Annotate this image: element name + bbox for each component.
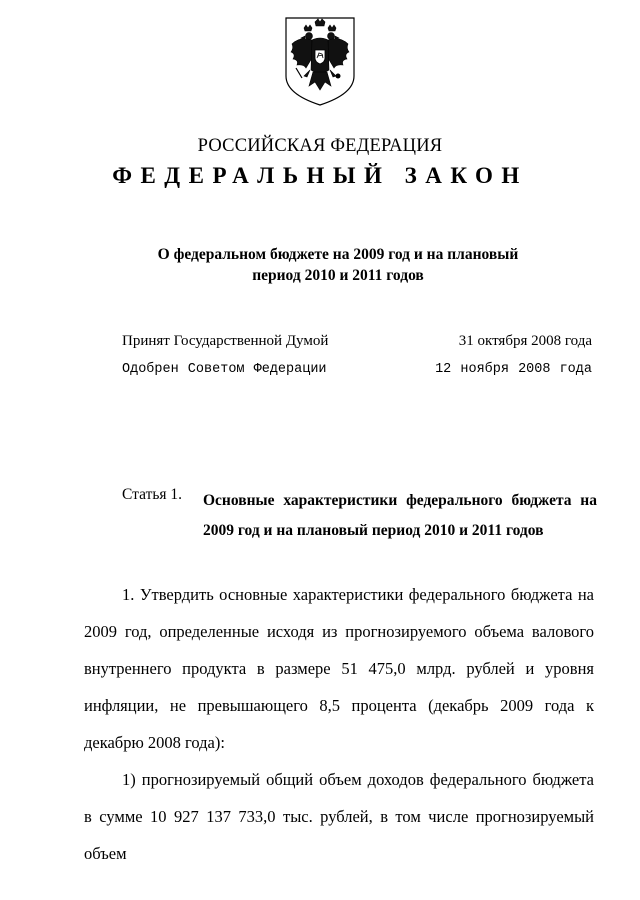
coat-of-arms-icon [282, 14, 358, 108]
approved-by-federation-council-label: Одобрен Советом Федерации [122, 362, 327, 377]
country-heading: РОССИЙСКАЯ ФЕДЕРАЦИЯ [197, 136, 443, 156]
adopted-by-duma-label: Принят Государственной Думой [122, 333, 329, 349]
law-title-line-2: период 2010 и 2011 годов [252, 267, 424, 284]
paragraph-1: 1. Утвердить основные характеристики федерального бюджета на 2009 год, определенные исходя из прогнозируемого объема валового внутреннего продукта в размере 51 475,0 млрд. рублей и уровня инфляции, не превышающего 8,5 процента (декабрь 2009 года к декабрю 2008 года): [84, 585, 594, 752]
law-title-line-1: О федеральном бюджете на 2009 год и на плановый [157, 246, 519, 263]
article-number: Статья 1. [122, 486, 183, 503]
law-title [0, 244, 640, 286]
paragraph-2: 1) прогнозируемый общий объем доходов федерального бюджета в сумме 10 927 137 733,0 тыс. рублей, в том числе прогнозируемый объем [84, 770, 594, 863]
approved-by-federation-council-date: 12 ноября 2008 года [435, 362, 592, 377]
adopted-by-duma-date: 31 октября 2008 года [458, 333, 592, 349]
state-emblem [282, 14, 358, 108]
article-title: Основные характеристики федерального бюджета на 2009 год и на плановый период 2010 и 2011 годов [203, 492, 597, 539]
document-type-heading: ФЕДЕРАЛЬНЫЙ ЗАКОН [112, 163, 528, 188]
article-body [84, 576, 594, 872]
